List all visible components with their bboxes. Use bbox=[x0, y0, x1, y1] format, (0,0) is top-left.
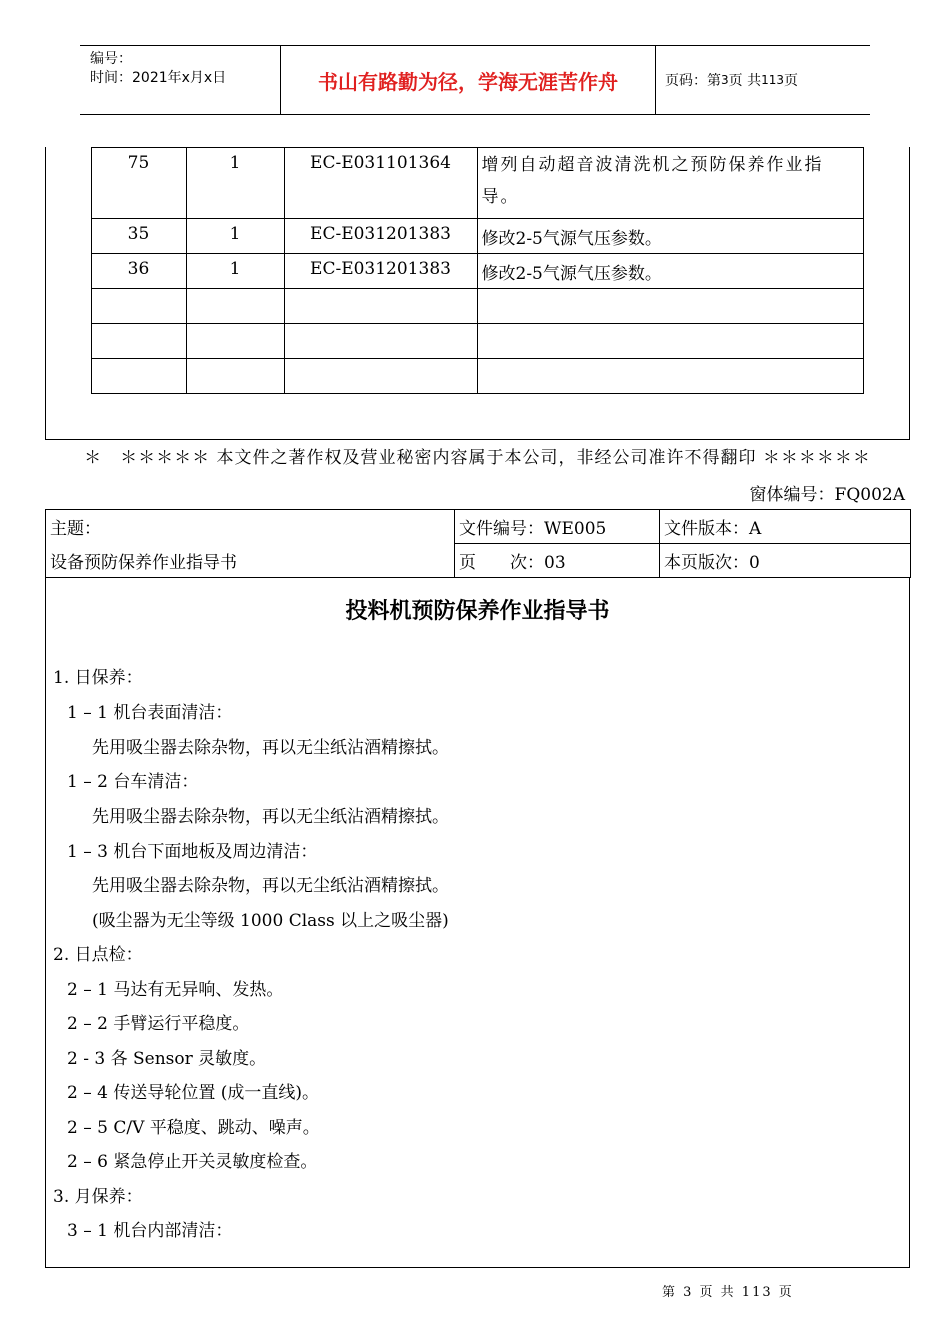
rev-desc bbox=[477, 289, 863, 324]
table-row bbox=[45, 148, 863, 219]
header-page-info bbox=[655, 46, 870, 114]
section-heading: 3. 月保养： bbox=[53, 1187, 143, 1207]
page-header bbox=[80, 45, 870, 115]
page-mid: 页 共 bbox=[728, 73, 762, 89]
copyright-notice: ＊ ＊＊＊＊＊ 本文件之著作权及营业秘密内容属于本公司，非经公司准许不得翻印 ＊＊＊＊＊＊ bbox=[84, 448, 871, 468]
check-item: 2 – 1 马达有无异响、发热。 bbox=[67, 980, 284, 1000]
rev-desc: 增列自动超音波清洗机之预防保养作业指导。 bbox=[477, 148, 863, 219]
revision-table bbox=[45, 147, 864, 394]
rev-cell: EC-E031201383 bbox=[284, 254, 477, 289]
page-footer: 第 3 页 共 113 页 bbox=[662, 1285, 794, 1300]
rev-cell: 1 bbox=[186, 148, 284, 219]
table-row bbox=[46, 544, 911, 578]
rev-cell bbox=[91, 359, 186, 394]
section-heading: 2. 日点检： bbox=[53, 945, 143, 965]
check-item: 2 – 5 C/V 平稳度、跳动、噪声。 bbox=[67, 1118, 320, 1138]
rev-cell: EC-E031101364 bbox=[284, 148, 477, 219]
subsection: 1 – 3 机台下面地板及周边清洁： bbox=[67, 842, 318, 862]
rev-desc: 修改2-5气源气压参数。 bbox=[477, 219, 863, 254]
subsection: 3 – 1 机台内部清洁： bbox=[67, 1221, 233, 1241]
rev-cell: 36 bbox=[91, 254, 186, 289]
page-number: 3 bbox=[721, 73, 729, 87]
page-suffix: 页 bbox=[784, 73, 798, 89]
rev-cell bbox=[91, 324, 186, 359]
check-item: 2 - 3 各 Sensor 灵敏度。 bbox=[67, 1049, 267, 1069]
rev-desc: 修改2-5气源气压参数。 bbox=[477, 254, 863, 289]
rev-cell: 35 bbox=[91, 219, 186, 254]
rev-desc bbox=[477, 359, 863, 394]
page-count: 页 次：03 bbox=[455, 544, 660, 578]
rev-cell bbox=[91, 289, 186, 324]
rev-desc bbox=[477, 324, 863, 359]
check-item: 2 – 6 紧急停止开关灵敏度检查。 bbox=[67, 1152, 318, 1172]
table-row bbox=[45, 324, 863, 359]
table-row bbox=[45, 219, 863, 254]
form-number: 窗体编号：FQ002A bbox=[749, 485, 905, 505]
document-info-table bbox=[45, 509, 911, 578]
instruction: 先用吸尘器去除杂物，再以无尘纸沾酒精擦拭。 bbox=[92, 807, 449, 827]
file-version: 文件版本：A bbox=[660, 510, 911, 544]
rev-cell bbox=[186, 289, 284, 324]
table-row bbox=[46, 510, 911, 544]
table-row bbox=[45, 254, 863, 289]
rev-cell: 1 bbox=[186, 254, 284, 289]
rev-cell: EC-E031201383 bbox=[284, 219, 477, 254]
page-version: 本页版次：0 bbox=[660, 544, 911, 578]
subject-label: 主题： bbox=[46, 510, 455, 544]
subsection: 1 – 1 机台表面清洁： bbox=[67, 703, 233, 723]
rev-cell bbox=[186, 359, 284, 394]
check-item: 2 – 2 手臂运行平稳度。 bbox=[67, 1014, 250, 1034]
table-row bbox=[45, 289, 863, 324]
section-heading: 1. 日保养： bbox=[53, 668, 143, 688]
file-number: 文件编号：WE005 bbox=[455, 510, 660, 544]
rev-cell bbox=[186, 324, 284, 359]
motto: 书山有路勤为径，学海无涯苦作舟 bbox=[281, 46, 656, 114]
header-info bbox=[80, 46, 281, 114]
instruction: 先用吸尘器去除杂物，再以无尘纸沾酒精擦拭。 bbox=[92, 876, 449, 896]
subsection: 1 – 2 台车清洁： bbox=[67, 772, 199, 792]
rev-cell: 75 bbox=[91, 148, 186, 219]
note: (吸尘器为无尘等级 1000 Class 以上之吸尘器) bbox=[92, 911, 449, 931]
date-label: 时间：2021年x月x日 bbox=[90, 70, 227, 86]
document-title: 投料机预防保养作业指导书 bbox=[345, 599, 610, 624]
page-total: 113 bbox=[761, 73, 784, 87]
rev-cell: 1 bbox=[186, 219, 284, 254]
check-item: 2 – 4 传送导轮位置 (成一直线)。 bbox=[67, 1083, 320, 1103]
code-label: 编号： bbox=[90, 51, 132, 67]
instruction: 先用吸尘器去除杂物，再以无尘纸沾酒精擦拭。 bbox=[92, 738, 449, 758]
page-prefix: 页码：第 bbox=[665, 73, 721, 89]
subject: 设备预防保养作业指导书 bbox=[46, 544, 455, 578]
table-row bbox=[45, 359, 863, 394]
rev-cell bbox=[284, 359, 477, 394]
rev-cell bbox=[284, 324, 477, 359]
rev-cell bbox=[284, 289, 477, 324]
